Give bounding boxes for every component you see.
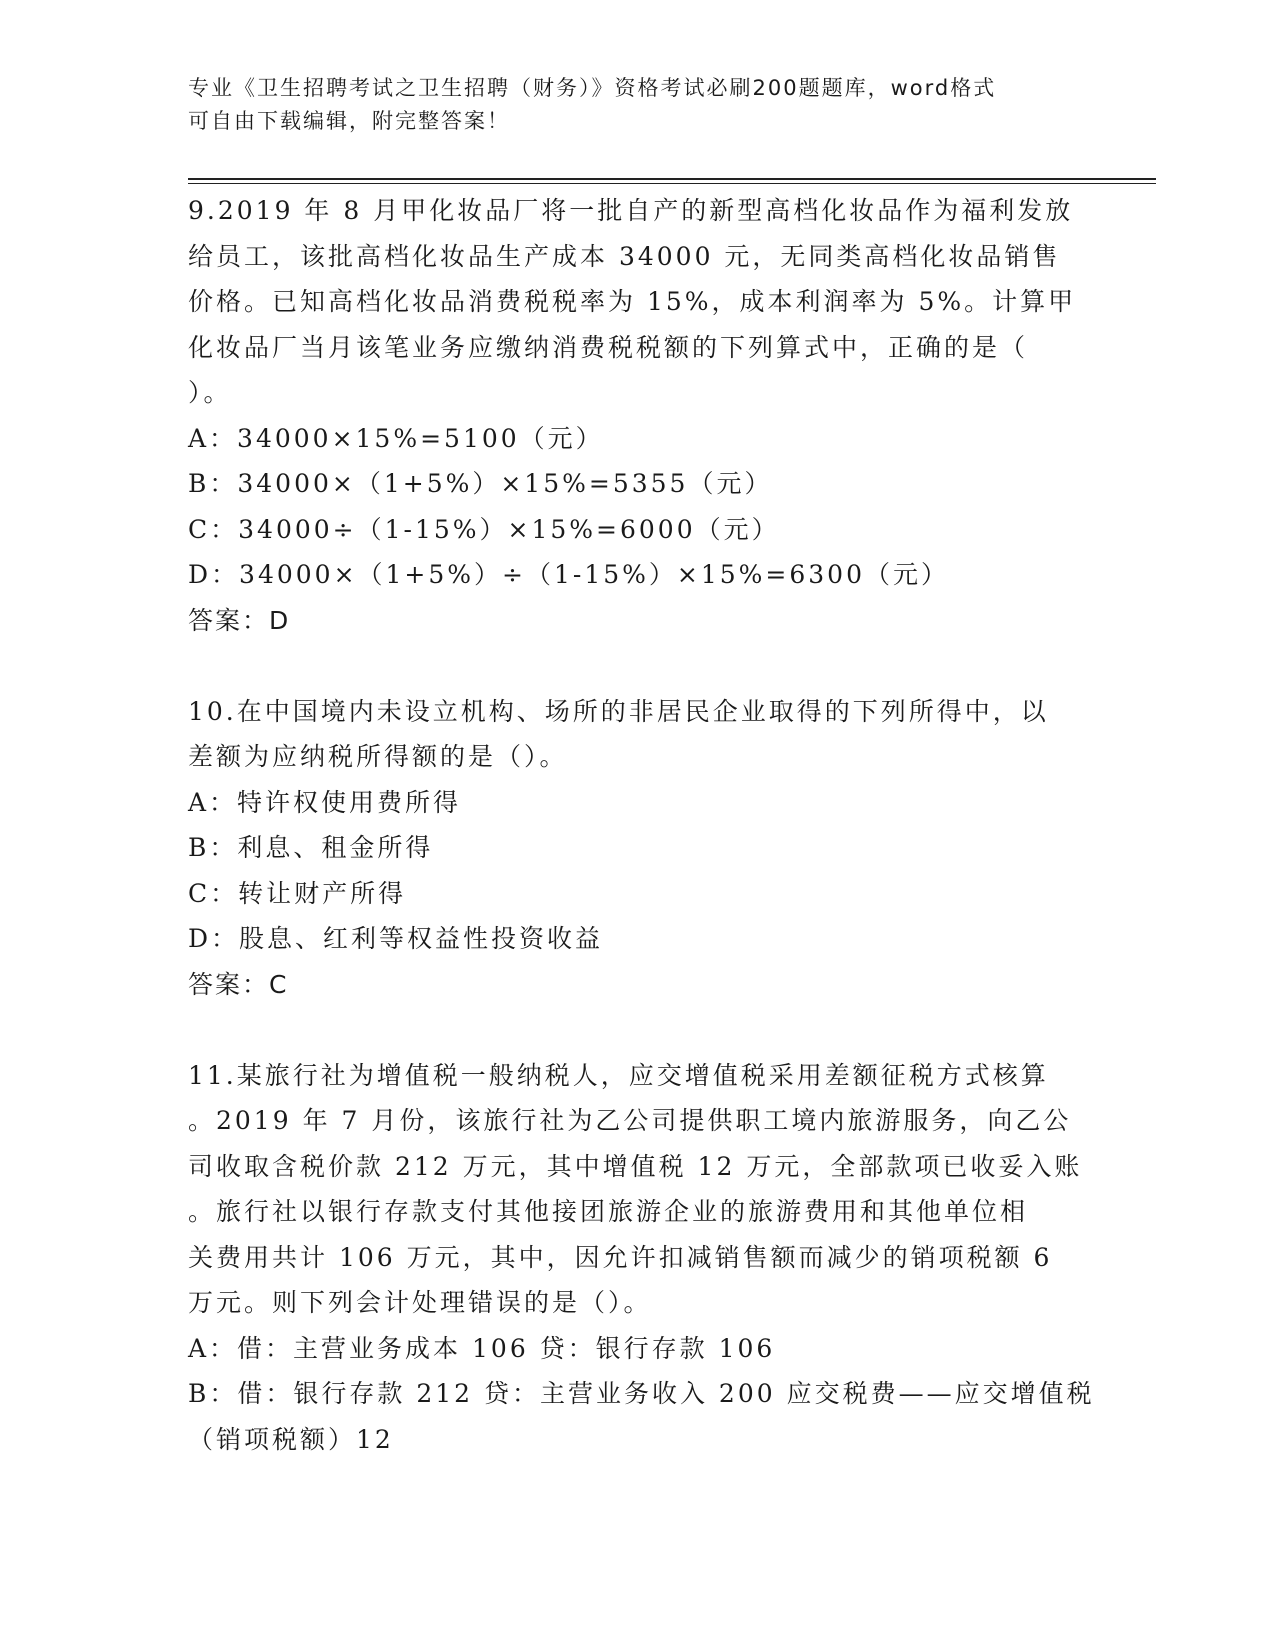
option-b: B：利息、租金所得 [188, 833, 434, 862]
option-a: A：34000×15%=5100（元） [188, 423, 604, 453]
question-stem-line: 万元。则下列会计处理错误的是（）。 [188, 1288, 652, 1317]
question-stem-line: 化妆品厂当月该笔业务应缴纳消费税税额的下列算式中，正确的是（ [188, 332, 1029, 362]
question-11 [188, 1053, 1095, 1463]
question-stem-line: 司收取含税价款 212 万元，其中增值税 12 万元，全部款项已收妥入账 [188, 1151, 1083, 1181]
question-stem-line: 差额为应纳税所得额的是（）。 [188, 742, 568, 771]
question-stem-line: 价格。已知高档化妆品消费税税率为 15%，成本利润率为 5%。计算甲 [188, 287, 1077, 316]
question-stem-line: 9.2019 年 8 月甲化妆品厂将一批自产的新型高档化妆品作为福利发放 [188, 196, 1074, 225]
header-divider [188, 178, 1156, 180]
question-stem-line: 。2019 年 7 月份，该旅行社为乙公司提供职工境内旅游服务，向乙公 [188, 1106, 1072, 1135]
option-d: D：股息、红利等权益性投资收益 [188, 924, 604, 953]
header-line: 专业《卫生招聘考试之卫生招聘（财务）》资格考试必刷200题题库，word格式 [188, 76, 997, 100]
answer-label: 答案：C [188, 969, 289, 999]
question-stem-line: 。旅行社以银行存款支付其他接团旅游企业的旅游费用和其他单位相 [188, 1197, 1029, 1226]
question-9 [188, 188, 1088, 643]
answer-label: 答案：D [188, 605, 291, 635]
option-d: D：34000×（1+5%）÷（1-15%）×15%=6300（元） [188, 560, 949, 589]
document-body [188, 188, 1095, 1462]
question-10 [188, 689, 1088, 1008]
document-header [188, 72, 1068, 138]
option-a: A：特许权使用费所得 [188, 787, 462, 817]
question-stem-line: 给员工，该批高档化妆品生产成本 34000 元，无同类高档化妆品销售 [188, 241, 1061, 271]
option-b-continued: （销项税额）12 [188, 1424, 394, 1454]
option-b: B：34000×（1+5%）×15%=5355（元） [188, 469, 773, 498]
question-stem-line: ）。 [188, 378, 232, 407]
option-b: B：借：银行存款 212 贷：主营业务收入 200 应交税费——应交增值税 [188, 1379, 1095, 1408]
option-c: C：转让财产所得 [188, 878, 407, 908]
question-stem-line: 10.在中国境内未设立机构、场所的非居民企业取得的下列所得中，以 [188, 696, 1049, 726]
header-line: 可自由下载编辑，附完整答案！ [188, 109, 510, 133]
header-divider-thin [188, 183, 1156, 184]
option-a: A：借：主营业务成本 106 贷：银行存款 106 [188, 1333, 776, 1363]
option-c: C：34000÷（1-15%）×15%=6000（元） [188, 514, 780, 544]
question-stem-line: 关费用共计 106 万元，其中，因允许扣减销售额而减少的销项税额 6 [188, 1242, 1053, 1272]
question-stem-line: 11.某旅行社为增值税一般纳税人，应交增值税采用差额征税方式核算 [188, 1060, 1049, 1090]
